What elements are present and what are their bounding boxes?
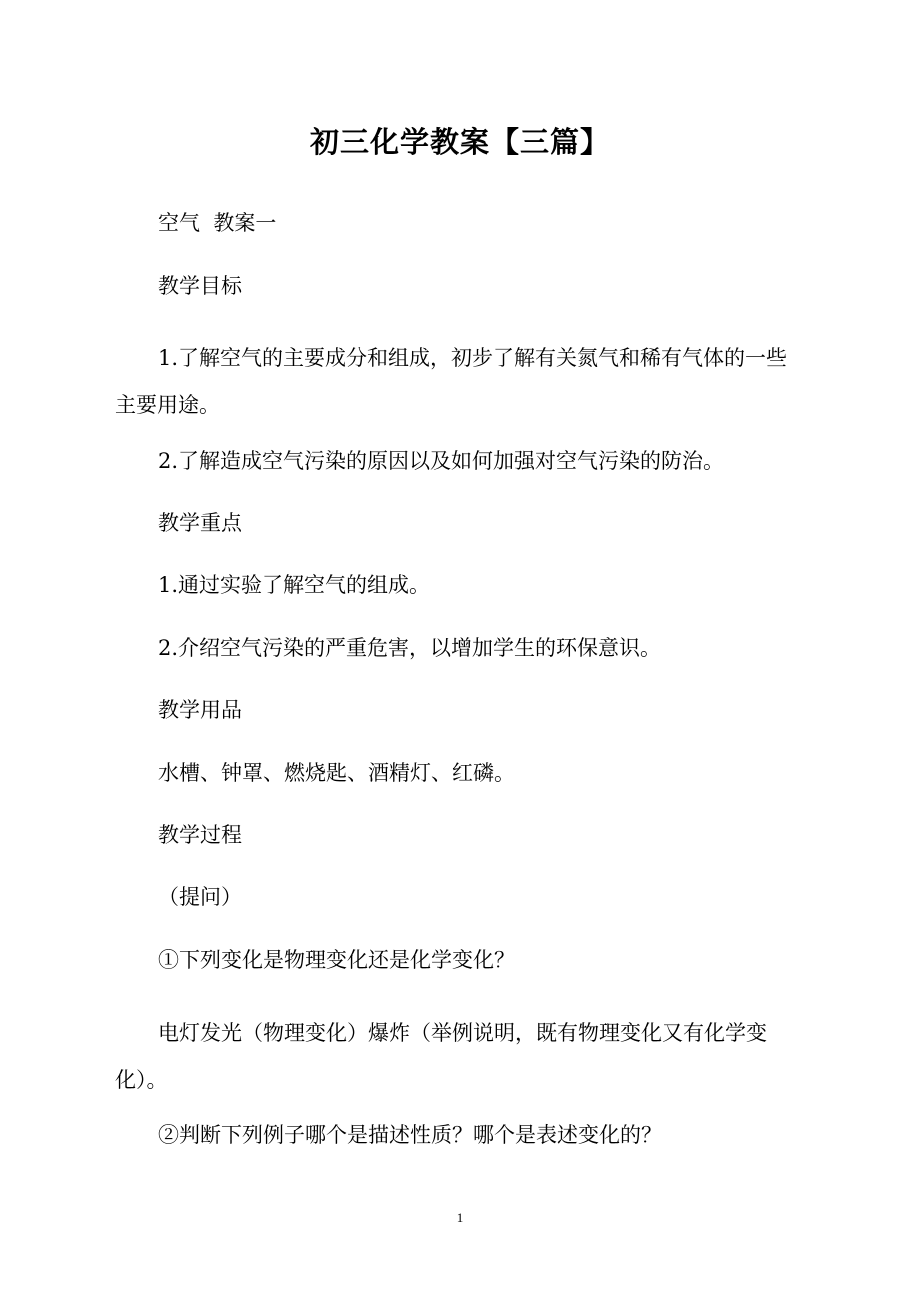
paragraph-block <box>115 271 795 302</box>
paragraph-block <box>115 1010 795 1104</box>
paragraph-block <box>115 820 795 851</box>
paragraph-block <box>115 633 795 664</box>
paragraph-process: 教学过程 <box>158 823 242 847</box>
paragraph-question-label: （提问） <box>158 885 242 909</box>
document-title: 初三化学教案【三篇】 <box>309 125 610 159</box>
paragraph-goal-2: 2.了解造成空气污染的原因以及如何加强对空气污染的防治。 <box>158 449 725 473</box>
paragraph-block <box>115 208 795 239</box>
paragraph-block <box>115 945 795 976</box>
paragraph-section-heading: 空气 教案一 <box>158 211 277 235</box>
paragraph-key-point-2: 2.介绍空气污染的严重危害，以增加学生的环保意识。 <box>158 636 662 660</box>
paragraph-block <box>115 570 795 601</box>
paragraph-question-1: ①下列变化是物理变化还是化学变化？ <box>158 948 515 972</box>
paragraph-question-2: ②判断下列例子哪个是描述性质？哪个是表述变化的？ <box>158 1123 662 1147</box>
page-number: 1 <box>456 1210 464 1225</box>
paragraph-key-point-1: 1.通过实验了解空气的组成。 <box>158 573 431 597</box>
paragraph-block <box>115 695 795 726</box>
paragraph-block <box>115 882 795 913</box>
paragraph-teaching-goals: 教学目标 <box>158 274 242 298</box>
paragraph-example-1: 电灯发光（物理变化）爆炸（举例说明，既有物理变化又有化学变化）。 <box>115 1021 767 1092</box>
paragraph-block <box>115 758 795 789</box>
paragraph-block <box>115 335 795 429</box>
paragraph-block <box>115 446 795 477</box>
paragraph-materials: 教学用品 <box>158 698 242 722</box>
paragraph-block <box>115 1120 795 1151</box>
paragraph-key-points: 教学重点 <box>158 511 242 535</box>
paragraph-block <box>115 508 795 539</box>
paragraph-materials-list: 水槽、钟罩、燃烧匙、酒精灯、红磷。 <box>158 761 515 785</box>
paragraph-goal-1: 1.了解空气的主要成分和组成，初步了解有关氮气和稀有气体的一些主要用途。 <box>115 346 788 417</box>
